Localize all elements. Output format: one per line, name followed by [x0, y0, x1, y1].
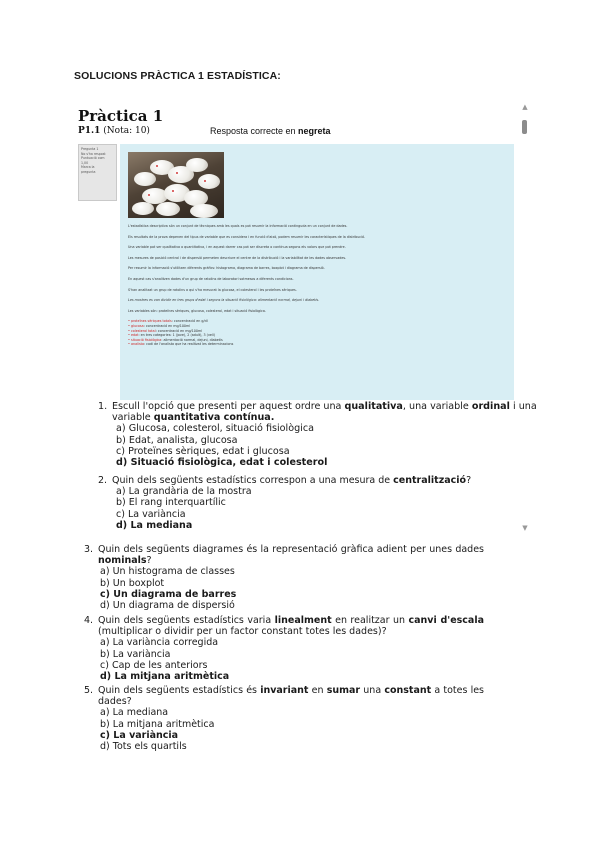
scroll-up-icon[interactable]: ▲: [522, 103, 528, 111]
option-text: El rang interquartílic: [128, 497, 226, 509]
question-panel: [120, 144, 514, 400]
question-2: [98, 475, 518, 531]
option-label: a): [116, 423, 126, 435]
variable-description: : alimentació normal, dejuni, diabetis: [161, 337, 223, 342]
stem-text: , una variable: [402, 401, 472, 412]
question-stem: [84, 544, 484, 566]
context-paragraph: En aquest cas s'analitzen dades d'un grup de ratolins de laboratori sotmesos a diferents condicions.: [128, 276, 294, 281]
question-5: [84, 685, 484, 752]
answer-option: [98, 600, 484, 611]
option-text: La mitjana aritmètica: [112, 718, 215, 730]
scroll-down-icon[interactable]: ▼: [522, 524, 528, 532]
document-heading: SOLUCIONS PRÀCTICA 1 ESTADÍSTICA:: [74, 70, 281, 82]
option-text: La mitjana aritmètica: [114, 671, 230, 683]
answer-option: [98, 637, 484, 648]
question-stem: [84, 685, 484, 707]
question-stem-line2: [98, 412, 520, 423]
option-text: Proteïnes sèriques, edat i glucosa: [128, 445, 290, 457]
option-label: a): [100, 637, 110, 649]
answer-option-correct: [114, 457, 520, 468]
variable-description: : codi de l'analista que ha realitzat les determinacions: [144, 342, 234, 347]
stem-text: variable: [112, 412, 154, 424]
answer-note-bold: negreta: [298, 126, 331, 136]
question-number: 1.: [98, 401, 108, 412]
answer-option: [114, 423, 520, 434]
option-text: Cap de les anteriors: [111, 659, 208, 671]
option-text: Un diagrama de dispersió: [112, 600, 235, 612]
context-paragraph: S'han analitzat un grup de ratolins a qui s'ha mesurat la glucosa, el colesterol i les proteïnes sèriques.: [128, 287, 297, 292]
question-4: [84, 615, 484, 682]
option-label: c): [100, 729, 110, 741]
stem-text: una: [360, 685, 385, 696]
option-text: Glucosa, colesterol, situació fisiològica: [128, 423, 314, 435]
stem-emphasis: centralització: [393, 475, 467, 486]
option-label: c): [116, 445, 126, 457]
context-paragraph: Les variables són: proteïnes sèriques, glucosa, colesterol, edat i situació fisiològica.: [128, 308, 266, 313]
variable-description: : en tres categories: 1 (jove), 2 (adult), 3 (vell): [138, 333, 216, 338]
option-label: c): [116, 508, 125, 520]
stem-text: Quin dels següents estadístics varia: [98, 615, 275, 626]
option-label: c): [100, 659, 109, 671]
answer-option-correct: [98, 730, 484, 741]
stem-text: Quin dels següents diagrames és la representació gràfica adient per unes dades: [98, 544, 484, 555]
question-info-line: Puntuació com: [81, 156, 105, 161]
question-info-line: No s'ha respost: [81, 151, 106, 156]
answer-option: [98, 566, 484, 577]
answer-option-correct: [114, 520, 518, 531]
answer-options: [98, 423, 520, 468]
option-text: Situació fisiològica, edat i colesterol: [130, 457, 328, 469]
variable-description: : concentració en mg/100ml: [143, 323, 191, 328]
option-label: b): [100, 718, 110, 730]
answer-option-correct: [98, 589, 484, 600]
question-number: 5.: [84, 685, 94, 696]
option-label: d): [100, 600, 110, 612]
option-label: b): [100, 577, 110, 589]
stem-emphasis: quantitativa contínua.: [153, 412, 275, 424]
lab-mice-photo: [128, 152, 224, 218]
option-text: La variància: [113, 729, 179, 741]
stem-text: a totes les dades?: [98, 685, 485, 708]
context-paragraph: Per resumir la informació s'utilitzen diferents gràfics: histograma, diagrama de barres, boxplot i diagrama de dispersió.: [128, 266, 325, 271]
answer-options: [84, 707, 484, 752]
stem-text: en realitzar un: [331, 615, 409, 626]
option-text: Un boxplot: [112, 577, 165, 589]
option-label: a): [100, 707, 110, 719]
stem-text: en: [308, 685, 327, 696]
option-text: La mediana: [112, 707, 169, 719]
practice-subtitle-grade: (Nota: 10): [100, 126, 150, 136]
scrollbar-thumb[interactable]: [522, 120, 527, 134]
variable-name: • proteïnes sèriques totals: [128, 319, 172, 324]
question-stem: [84, 615, 484, 637]
option-label: b): [116, 434, 126, 446]
answer-options: [84, 566, 484, 611]
question-number: 3.: [84, 544, 94, 555]
stem-text: (multiplicar o dividir per un factor constant totes les dades)?: [98, 626, 387, 638]
stem-emphasis: nominals: [98, 555, 147, 567]
variable-name: • analista: [128, 342, 144, 347]
option-label: a): [116, 486, 126, 498]
option-label: c): [100, 588, 110, 600]
option-text: La variància: [112, 648, 171, 660]
practice-subtitle-code: P1.1: [78, 126, 101, 136]
context-paragraph: L'estadística descriptiva són un conjunt de tècniques amb les quals es pot resumir la informació continguda en un conjunt de dades.: [128, 224, 348, 228]
answer-option: [98, 578, 484, 589]
practice-title: Pràctica 1: [78, 107, 164, 125]
answer-option: [114, 509, 518, 520]
option-text: La variància: [127, 508, 186, 520]
question-number: 4.: [84, 615, 94, 626]
stem-text: i una: [509, 401, 537, 412]
variable-name: • edat: [128, 333, 139, 338]
question-context-text: [128, 224, 508, 347]
answer-option: [98, 707, 484, 718]
question-stem: [98, 401, 537, 412]
option-text: Edat, analista, glucosa: [128, 434, 238, 446]
stem-text: Quin dels següents estadístics correspon a una mesura de: [112, 475, 394, 486]
context-paragraph: Els resultats de la prova depenen del tipus de variable que es considera i en funció d'això, podem resumir les característiques de la distribució.: [128, 234, 366, 239]
option-label: d): [100, 741, 110, 753]
answer-option: [114, 486, 518, 497]
question-info-line: 1,00: [81, 160, 89, 165]
answer-note: [210, 126, 331, 136]
question-info-line: pregunta: [81, 169, 96, 174]
stem-emphasis: qualitativa: [344, 401, 403, 412]
question-info-line: Pregunta 1: [81, 147, 99, 151]
question-info-box: [78, 144, 117, 201]
option-text: Tots els quartils: [112, 741, 187, 753]
practice-subtitle: [78, 126, 150, 136]
option-label: b): [116, 497, 126, 509]
variable-list-item: [128, 342, 508, 347]
stem-emphasis: linealment: [274, 615, 332, 626]
variable-name: • colesterol total: [128, 328, 156, 333]
stem-text: ?: [466, 475, 472, 486]
answer-option: [114, 497, 518, 508]
answer-note-prefix: Resposta correcte en: [210, 126, 299, 136]
stem-emphasis: invariant: [260, 685, 309, 696]
question-1: [98, 401, 537, 469]
answer-option: [114, 435, 520, 446]
option-text: La grandària de la mostra: [128, 486, 252, 498]
scrollbar[interactable]: [520, 103, 530, 533]
variable-name: • situació fisiològica: [128, 337, 162, 342]
stem-text: ?: [146, 555, 152, 567]
option-text: La mediana: [130, 519, 193, 531]
question-number: 2.: [98, 475, 108, 486]
option-label: d): [100, 671, 112, 683]
variable-description: : concentració en mg/100ml: [155, 328, 203, 333]
option-text: La variància corregida: [112, 637, 219, 649]
variable-description: : concentració en g/dl: [171, 319, 208, 324]
question-3: [84, 544, 484, 611]
option-label: d): [116, 457, 128, 469]
context-paragraph: Les mesures de posició central i de dispersió permeten descriure el centre de la distribució i la variabilitat de les dades observades.: [128, 255, 347, 260]
option-label: d): [116, 519, 128, 531]
context-paragraph: Una variable pot ser qualitativa o quantitativa, i en aquest darrer cas pot ser discreta o contínua segons els valors que pot prendre.: [128, 245, 346, 250]
answer-option: [98, 719, 484, 730]
variable-name: • glucosa: [128, 323, 144, 328]
stem-emphasis: ordinal: [471, 401, 510, 412]
option-text: Un diagrama de barres: [113, 588, 237, 600]
answer-option: [114, 446, 520, 457]
option-text: Un histograma de classes: [112, 566, 235, 578]
question-stem: [98, 475, 518, 486]
embedded-screenshot: [78, 103, 530, 400]
answer-options: [98, 486, 518, 531]
answer-option: [98, 649, 484, 660]
stem-emphasis: canvi d'escala: [408, 615, 484, 626]
answer-option-correct: [98, 671, 484, 682]
answer-options: [84, 637, 484, 682]
option-label: b): [100, 648, 110, 660]
answer-option: [98, 741, 484, 752]
stem-emphasis: sumar: [326, 685, 361, 696]
option-label: a): [100, 566, 110, 578]
stem-emphasis: constant: [384, 685, 432, 696]
stem-text: Quin dels següents estadístics és: [98, 685, 261, 696]
question-info-line: Marca la: [81, 165, 95, 170]
answer-option: [98, 660, 484, 671]
context-paragraph: Les mostres es van dividir en tres grups d'edat i segons la situació fisiològica: alimentació normal, dejuni i diabetis.: [128, 298, 320, 303]
stem-text: Escull l'opció que presenti per aquest ordre una: [112, 401, 345, 412]
